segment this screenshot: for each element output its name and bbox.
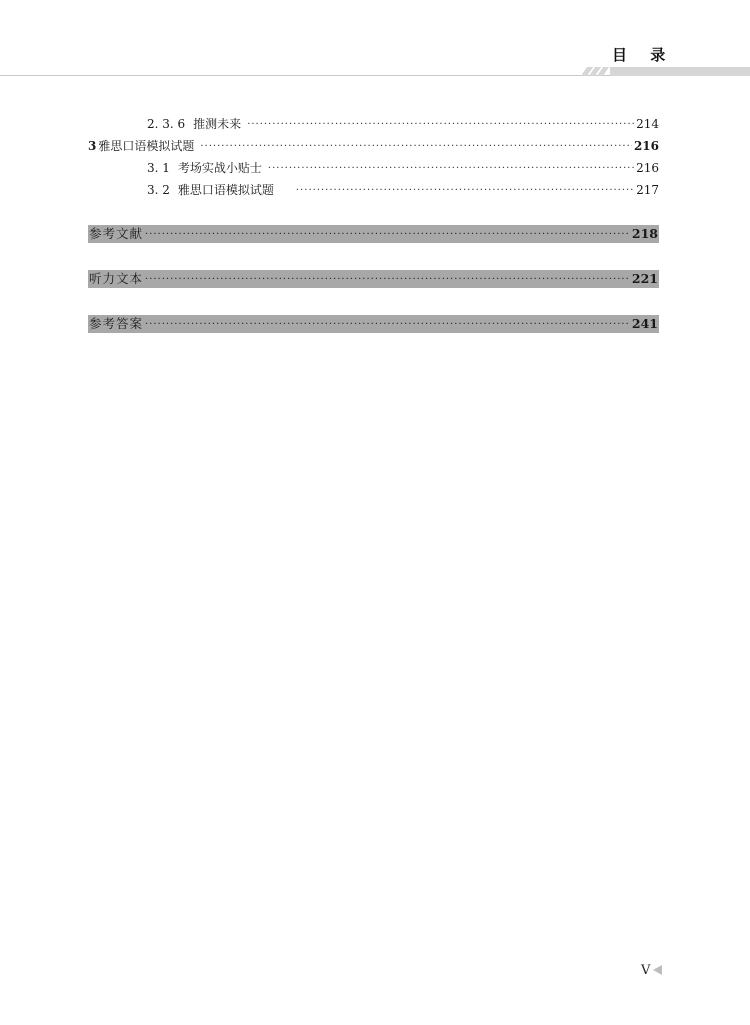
page-number-label: V [641,963,651,978]
toc-entry-label: 考场实战小贴士 [177,161,262,175]
toc-section-page: 241 [631,316,658,331]
toc-section-references[interactable] [88,225,659,243]
toc-entry-page: 217 [636,183,659,197]
toc-entry[interactable] [88,179,659,201]
dot-leader [145,226,630,244]
toc-section-label: 听力文本 [89,271,144,286]
toc-entry-number: 2. 3. 6 [147,117,186,131]
toc-entry-page: 216 [633,139,659,153]
toc-section-label: 参考文献 [89,226,144,241]
toc-entry-label: 雅思口语模拟试题 [177,183,274,197]
page-title: 目 录 [612,46,675,64]
toc-section-page: 221 [631,271,658,286]
toc-entry[interactable] [88,157,659,179]
header-decoration-bar [610,67,750,76]
toc-section-transcripts[interactable] [88,270,659,288]
toc-section-answers[interactable] [88,315,659,333]
toc-entry-page: 214 [636,117,659,131]
toc-entry-number: 3. 1 [147,161,170,175]
dot-leader [247,114,634,136]
dot-leader [145,316,630,334]
toc-section-label: 参考答案 [89,316,144,331]
toc-entry-page: 216 [636,161,659,175]
toc-entry[interactable] [88,135,659,157]
table-of-contents [88,113,659,333]
page-number [641,963,662,978]
toc-entry[interactable] [88,113,659,135]
dot-leader [145,271,630,289]
toc-entry-number: 3. 2 [147,183,170,197]
toc-entry-number: 3 [88,139,97,153]
dot-leader [268,158,634,180]
dot-leader [296,180,634,202]
toc-section-page: 218 [631,226,658,241]
triangle-left-icon [653,965,662,975]
dot-leader [200,136,632,158]
toc-entry-label: 雅思口语模拟试题 [98,139,195,153]
toc-entry-label: 推测未来 [193,117,242,131]
